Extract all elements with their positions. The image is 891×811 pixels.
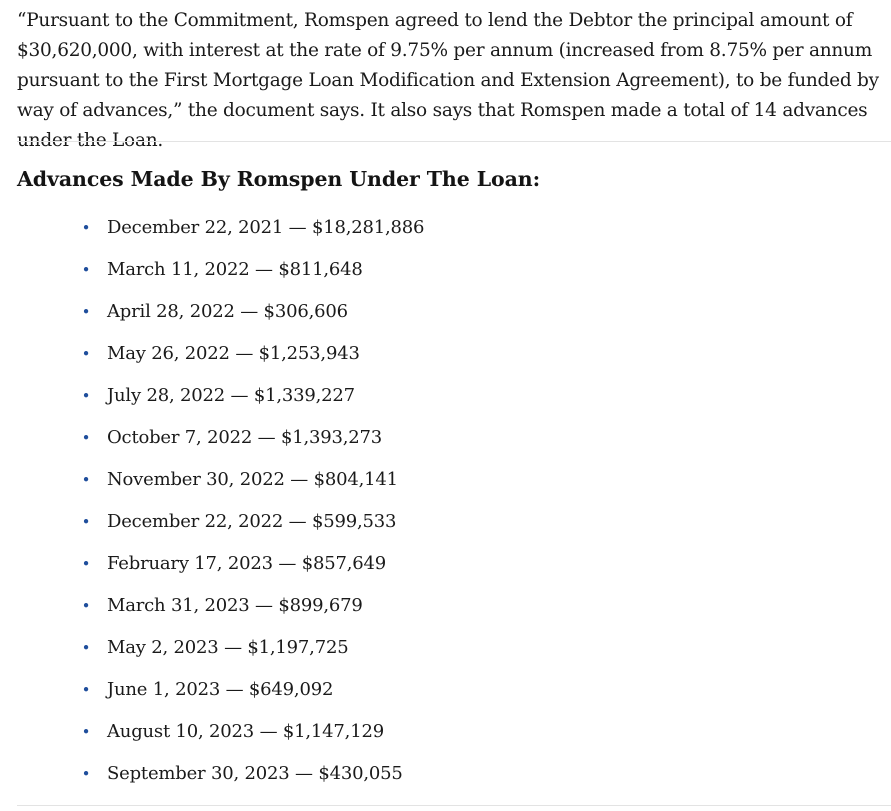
bullet-icon: • xyxy=(81,723,91,741)
bullet-icon: • xyxy=(81,555,91,573)
bullet-icon: • xyxy=(81,387,91,405)
list-item xyxy=(17,375,424,417)
advance-text: October 7, 2022 — $1,393,273 xyxy=(107,427,383,448)
bullet-icon: • xyxy=(81,513,91,531)
list-item xyxy=(17,711,424,753)
list-item xyxy=(17,585,424,627)
bullet-icon: • xyxy=(81,681,91,699)
advance-text: March 31, 2023 — $899,679 xyxy=(107,595,363,616)
list-item xyxy=(17,291,424,333)
quote-paragraph: “Pursuant to the Commitment, Romspen agreed to lend the Debtor the principal amount of $30,620,000, with interest at the rate of 9.75% per annum (increased from 8.75% per annum pursuant to the First Mortgage Loan Modification and Extension Agreement), to be funded by way of advances,” the document says. It also says that Romspen made a total of 14 advances under the Loan. xyxy=(17,10,879,151)
bullet-icon: • xyxy=(81,219,91,237)
advance-text: December 22, 2021 — $18,281,886 xyxy=(107,217,425,238)
list-item xyxy=(17,543,424,585)
advance-text: May 2, 2023 — $1,197,725 xyxy=(107,637,349,658)
list-item xyxy=(17,627,424,669)
bullet-icon: • xyxy=(81,639,91,657)
bullet-icon: • xyxy=(81,765,91,783)
advance-text: July 28, 2022 — $1,339,227 xyxy=(107,385,355,406)
advance-text: March 11, 2022 — $811,648 xyxy=(107,259,363,280)
list-item xyxy=(17,333,424,375)
bullet-icon: • xyxy=(81,303,91,321)
advances-heading: Advances Made By Romspen Under The Loan: xyxy=(17,167,541,191)
advance-text: June 1, 2023 — $649,092 xyxy=(107,679,334,700)
advance-text: May 26, 2022 — $1,253,943 xyxy=(107,343,360,364)
bullet-icon: • xyxy=(81,471,91,489)
bullet-icon: • xyxy=(81,261,91,279)
list-item xyxy=(17,669,424,711)
bullet-icon: • xyxy=(81,345,91,363)
bullet-icon: • xyxy=(81,429,91,447)
list-item xyxy=(17,207,424,249)
advance-text: August 10, 2023 — $1,147,129 xyxy=(107,721,384,742)
advances-list xyxy=(17,207,424,795)
advance-text: February 17, 2023 — $857,649 xyxy=(107,553,386,574)
advance-text: December 22, 2022 — $599,533 xyxy=(107,511,397,532)
list-item xyxy=(17,753,424,795)
advance-text: September 30, 2023 — $430,055 xyxy=(107,763,403,784)
section-divider-bottom xyxy=(17,805,891,806)
article-body xyxy=(17,0,891,784)
bullet-icon: • xyxy=(81,597,91,615)
list-item xyxy=(17,249,424,291)
section-divider-top xyxy=(17,141,891,142)
advance-text: November 30, 2022 — $804,141 xyxy=(107,469,398,490)
list-item xyxy=(17,459,424,501)
advance-text: April 28, 2022 — $306,606 xyxy=(107,301,348,322)
list-item xyxy=(17,501,424,543)
list-item xyxy=(17,417,424,459)
